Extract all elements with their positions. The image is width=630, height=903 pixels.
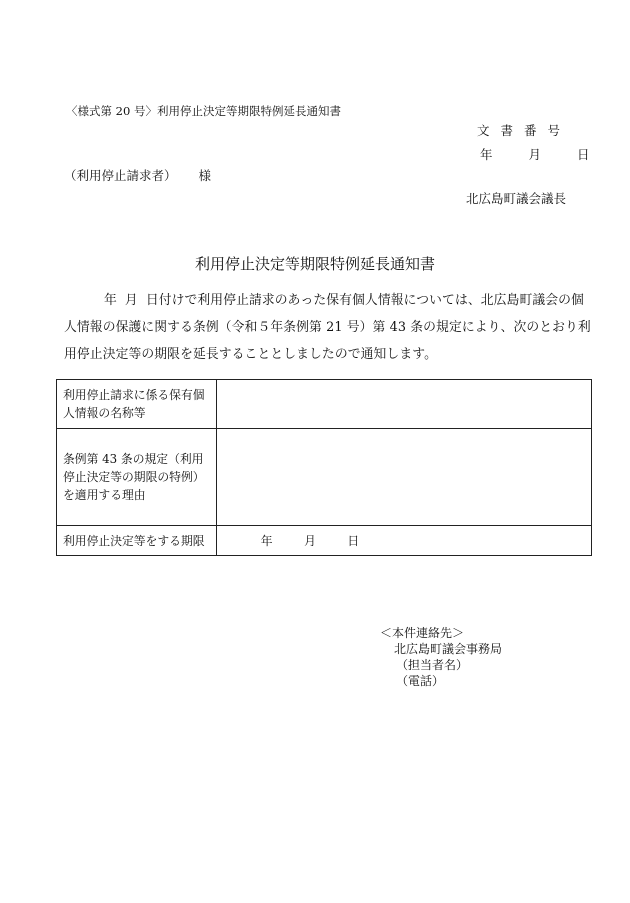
form-number: 〈様式第 20 号〉利用停止決定等期限特例延長通知書 [66,104,341,118]
addressee [64,166,211,184]
table-row [57,526,592,556]
body-year: 年 [104,293,117,308]
document-number-label: 文書番号 [477,123,572,138]
row-value-reason [217,429,592,526]
addressee-label: （利用停止請求者） [64,168,177,183]
deadline-day: 日 [347,533,360,548]
row-value-deadline [217,526,592,556]
issue-date-day: 日 [576,147,590,162]
contact-heading: ＜本件連絡先＞ [380,626,465,640]
addressee-honorific: 様 [198,168,212,183]
contact-phone: （電話） [396,674,445,688]
table-row [57,429,592,526]
contact-block [380,625,502,689]
row-label-info-name: 利用停止請求に係る保有個人情報の名称等 [57,380,217,429]
row-label-deadline: 利用停止決定等をする期限 [57,526,217,556]
row-label-reason: 条例第 43 条の規定（利用停止決定等の期限の特例）を適用する理由 [57,429,217,526]
row-value-info-name [217,380,592,429]
document-title: 利用停止決定等期限特例延長通知書 [194,255,435,273]
deadline-month: 月 [304,533,316,548]
sender: 北広島町議会議長 [466,191,567,206]
issue-date-year: 年 [480,147,493,162]
contact-person: （担当者名） [396,658,469,672]
info-table [56,379,592,556]
table-row [57,380,592,429]
contact-office: 北広島町議会事務局 [394,642,503,656]
deadline-year: 年 [260,533,273,548]
issue-date [480,145,589,163]
issue-date-month: 月 [528,147,541,162]
body-month: 月 [124,293,138,308]
body-paragraph: 日付けで利用停止請求のあった保有個人情報については、北広島町議会の個人情報の保護に関する条例（令和５年条例第 21 号）第 43 条の規定により、次のとおり利用停止決定等の期限を延長することとしましたので通知します。 [64,293,591,362]
body-text [64,287,592,368]
